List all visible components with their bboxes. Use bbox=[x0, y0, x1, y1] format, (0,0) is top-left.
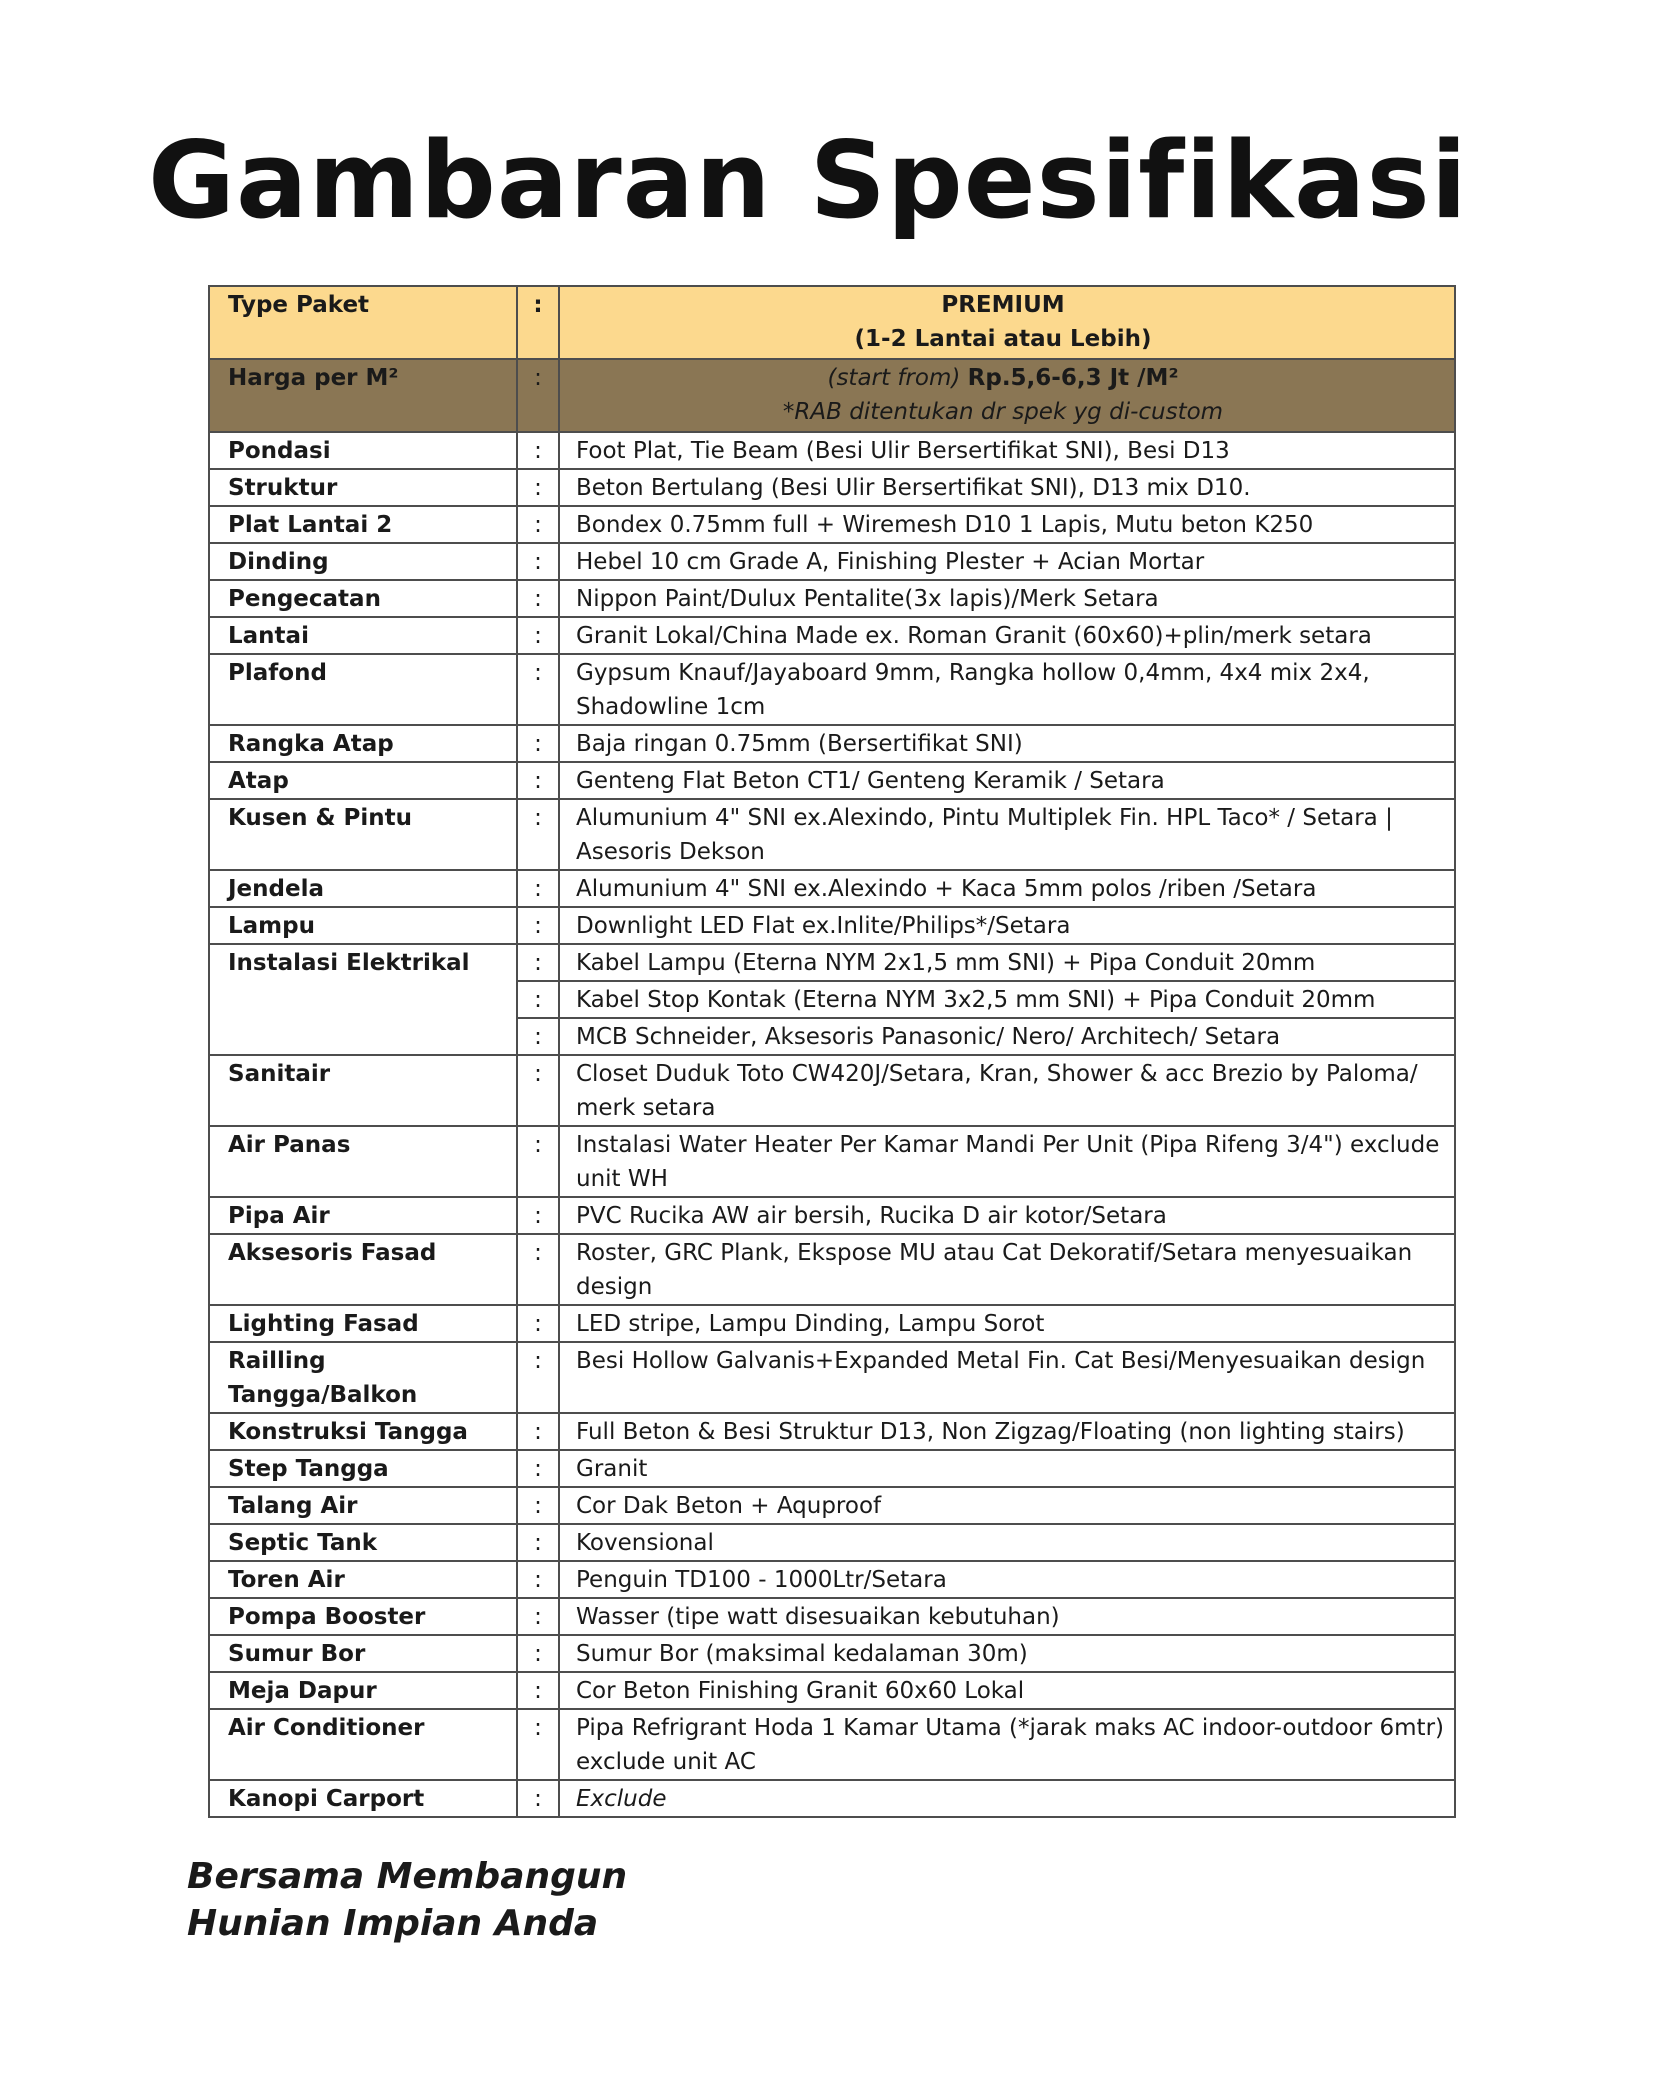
spec-label: Meja Dapur bbox=[209, 1672, 517, 1709]
spec-value: Closet Duduk Toto CW420J/Setara, Kran, Shower & acc Brezio by Paloma/ merk setara bbox=[559, 1055, 1455, 1126]
spec-label: Sumur Bor bbox=[209, 1635, 517, 1672]
spec-row bbox=[209, 617, 1455, 654]
spec-row bbox=[209, 1709, 1455, 1780]
tagline bbox=[187, 1853, 627, 1947]
price-label: Harga per M² bbox=[209, 359, 517, 432]
spec-value: Downlight LED Flat ex.Inlite/Philips*/Setara bbox=[559, 907, 1455, 944]
spec-label: Talang Air bbox=[209, 1487, 517, 1524]
separator-colon: : bbox=[517, 1450, 559, 1487]
separator-colon: : bbox=[517, 1018, 559, 1055]
spec-label: Plafond bbox=[209, 654, 517, 725]
spec-label: Air Panas bbox=[209, 1126, 517, 1197]
spec-row bbox=[209, 762, 1455, 799]
spec-value: Sumur Bor (maksimal kedalaman 30m) bbox=[559, 1635, 1455, 1672]
separator-colon: : bbox=[517, 1672, 559, 1709]
package-floors: (1-2 Lantai atau Lebih) bbox=[854, 326, 1152, 352]
separator-colon: : bbox=[517, 1635, 559, 1672]
spec-table-body bbox=[209, 286, 1455, 1817]
spec-row bbox=[209, 1305, 1455, 1342]
spec-label: Lampu bbox=[209, 907, 517, 944]
price-prefix: (start from) bbox=[827, 365, 961, 391]
spec-label: Instalasi Elektrikal bbox=[209, 944, 517, 981]
tagline-line-1: Bersama Membangun bbox=[187, 1856, 628, 1897]
spec-label: Railling Tangga/Balkon bbox=[209, 1342, 517, 1413]
separator-colon: : bbox=[517, 654, 559, 725]
spec-label: Plat Lantai 2 bbox=[209, 506, 517, 543]
spec-row bbox=[209, 654, 1455, 725]
separator-colon: : bbox=[517, 1342, 559, 1413]
spec-row bbox=[209, 1450, 1455, 1487]
spec-label: Pompa Booster bbox=[209, 1598, 517, 1635]
separator-colon: : bbox=[517, 799, 559, 870]
separator-colon: : bbox=[517, 1234, 559, 1305]
spec-label: Toren Air bbox=[209, 1561, 517, 1598]
separator-colon: : bbox=[517, 1197, 559, 1234]
separator-colon: : bbox=[517, 1524, 559, 1561]
spec-value: Hebel 10 cm Grade A, Finishing Plester + Acian Mortar bbox=[559, 543, 1455, 580]
package-type-value bbox=[559, 286, 1455, 359]
spec-value: Alumunium 4" SNI ex.Alexindo, Pintu Multiplek Fin. HPL Taco* / Setara | Asesoris Dekson bbox=[559, 799, 1455, 870]
spec-value: Pipa Refrigrant Hoda 1 Kamar Utama (*jarak maks AC indoor-outdoor 6mtr) exclude unit AC bbox=[559, 1709, 1455, 1780]
separator-colon: : bbox=[517, 469, 559, 506]
price-amount: Rp.5,6-6,3 Jt /M² bbox=[967, 365, 1179, 391]
separator-colon: : bbox=[517, 1126, 559, 1197]
spec-label: Jendela bbox=[209, 870, 517, 907]
separator-colon: : bbox=[517, 543, 559, 580]
spec-label: Struktur bbox=[209, 469, 517, 506]
spec-value: Granit bbox=[559, 1450, 1455, 1487]
spec-row bbox=[209, 432, 1455, 469]
spec-row bbox=[209, 1487, 1455, 1524]
separator-colon: : bbox=[517, 506, 559, 543]
spec-row bbox=[209, 469, 1455, 506]
spec-row bbox=[209, 870, 1455, 907]
spec-value: PVC Rucika AW air bersih, Rucika D air kotor/Setara bbox=[559, 1197, 1455, 1234]
separator-colon: : bbox=[517, 1305, 559, 1342]
spec-value: Full Beton & Besi Struktur D13, Non Zigzag/Floating (non lighting stairs) bbox=[559, 1413, 1455, 1450]
separator-colon: : bbox=[517, 1598, 559, 1635]
spec-value: Alumunium 4" SNI ex.Alexindo + Kaca 5mm polos /riben /Setara bbox=[559, 870, 1455, 907]
spec-label: Rangka Atap bbox=[209, 725, 517, 762]
spec-row bbox=[209, 1234, 1455, 1305]
spec-value: Kabel Stop Kontak (Eterna NYM 3x2,5 mm SNI) + Pipa Conduit 20mm bbox=[559, 981, 1455, 1018]
separator-colon: : bbox=[517, 725, 559, 762]
price-value bbox=[559, 359, 1455, 432]
spec-row bbox=[209, 1672, 1455, 1709]
spec-value: Foot Plat, Tie Beam (Besi Ulir Bersertifikat SNI), Besi D13 bbox=[559, 432, 1455, 469]
spec-row bbox=[209, 981, 1455, 1018]
separator-colon: : bbox=[517, 870, 559, 907]
spec-value: LED stripe, Lampu Dinding, Lampu Sorot bbox=[559, 1305, 1455, 1342]
spec-value: Granit Lokal/China Made ex. Roman Granit (60x60)+plin/merk setara bbox=[559, 617, 1455, 654]
spec-label: Air Conditioner bbox=[209, 1709, 517, 1780]
spec-row bbox=[209, 1018, 1455, 1055]
separator-colon: : bbox=[517, 359, 559, 432]
spec-label: Kusen & Pintu bbox=[209, 799, 517, 870]
spec-label: Pengecatan bbox=[209, 580, 517, 617]
separator-colon: : bbox=[517, 1561, 559, 1598]
price-row bbox=[209, 359, 1455, 432]
separator-colon: : bbox=[517, 1413, 559, 1450]
spec-row bbox=[209, 1126, 1455, 1197]
spec-label: Kanopi Carport bbox=[209, 1780, 517, 1817]
spec-value: Beton Bertulang (Besi Ulir Bersertifikat SNI), D13 mix D10. bbox=[559, 469, 1455, 506]
spec-row bbox=[209, 1524, 1455, 1561]
spec-label: Lantai bbox=[209, 617, 517, 654]
separator-colon: : bbox=[517, 1709, 559, 1780]
spec-label: Pipa Air bbox=[209, 1197, 517, 1234]
package-type-row bbox=[209, 286, 1455, 359]
spec-label: Septic Tank bbox=[209, 1524, 517, 1561]
spec-label: Pondasi bbox=[209, 432, 517, 469]
separator-colon: : bbox=[517, 907, 559, 944]
spec-row bbox=[209, 907, 1455, 944]
spec-label bbox=[209, 981, 517, 1018]
spec-row bbox=[209, 1342, 1455, 1413]
package-type-label: Type Paket bbox=[209, 286, 517, 359]
separator-colon: : bbox=[517, 580, 559, 617]
separator-colon: : bbox=[517, 432, 559, 469]
spec-value: Gypsum Knauf/Jayaboard 9mm, Rangka hollow 0,4mm, 4x4 mix 2x4, Shadowline 1cm bbox=[559, 654, 1455, 725]
spec-value: Roster, GRC Plank, Ekspose MU atau Cat Dekoratif/Setara menyesuaikan design bbox=[559, 1234, 1455, 1305]
spec-table bbox=[208, 285, 1456, 1818]
spec-value: Bondex 0.75mm full + Wiremesh D10 1 Lapis, Mutu beton K250 bbox=[559, 506, 1455, 543]
spec-row bbox=[209, 1197, 1455, 1234]
spec-label bbox=[209, 1018, 517, 1055]
spec-row bbox=[209, 1055, 1455, 1126]
spec-row bbox=[209, 1561, 1455, 1598]
spec-row bbox=[209, 580, 1455, 617]
spec-value: Wasser (tipe watt disesuaikan kebutuhan) bbox=[559, 1598, 1455, 1635]
spec-value: Instalasi Water Heater Per Kamar Mandi Per Unit (Pipa Rifeng 3/4") exclude unit WH bbox=[559, 1126, 1455, 1197]
separator-colon: : bbox=[517, 617, 559, 654]
tagline-line-2: Hunian Impian Anda bbox=[187, 1903, 599, 1944]
spec-label: Step Tangga bbox=[209, 1450, 517, 1487]
spec-row bbox=[209, 543, 1455, 580]
spec-row bbox=[209, 1598, 1455, 1635]
spec-row bbox=[209, 1413, 1455, 1450]
spec-value: Cor Dak Beton + Aquproof bbox=[559, 1487, 1455, 1524]
spec-row bbox=[209, 799, 1455, 870]
separator-colon: : bbox=[517, 286, 559, 359]
spec-row bbox=[209, 1635, 1455, 1672]
spec-value: Penguin TD100 - 1000Ltr/Setara bbox=[559, 1561, 1455, 1598]
spec-label: Aksesoris Fasad bbox=[209, 1234, 517, 1305]
separator-colon: : bbox=[517, 1055, 559, 1126]
spec-row bbox=[209, 1780, 1455, 1817]
price-note: *RAB ditentukan dr spek yg di-custom bbox=[782, 399, 1224, 425]
spec-value: Baja ringan 0.75mm (Bersertifikat SNI) bbox=[559, 725, 1455, 762]
spec-value: MCB Schneider, Aksesoris Panasonic/ Nero/ Architech/ Setara bbox=[559, 1018, 1455, 1055]
spec-row bbox=[209, 506, 1455, 543]
spec-row bbox=[209, 725, 1455, 762]
spec-label: Lighting Fasad bbox=[209, 1305, 517, 1342]
spec-value: Besi Hollow Galvanis+Expanded Metal Fin. Cat Besi/Menyesuaikan design bbox=[559, 1342, 1455, 1413]
spec-value: Exclude bbox=[559, 1780, 1455, 1817]
spec-value: Nippon Paint/Dulux Pentalite(3x lapis)/Merk Setara bbox=[559, 580, 1455, 617]
spec-value: Genteng Flat Beton CT1/ Genteng Keramik / Setara bbox=[559, 762, 1455, 799]
spec-label: Atap bbox=[209, 762, 517, 799]
separator-colon: : bbox=[517, 1487, 559, 1524]
separator-colon: : bbox=[517, 944, 559, 981]
spec-label: Konstruksi Tangga bbox=[209, 1413, 517, 1450]
spec-value: Cor Beton Finishing Granit 60x60 Lokal bbox=[559, 1672, 1455, 1709]
separator-colon: : bbox=[517, 981, 559, 1018]
separator-colon: : bbox=[517, 762, 559, 799]
spec-label: Dinding bbox=[209, 543, 517, 580]
spec-value: Kovensional bbox=[559, 1524, 1455, 1561]
page-title: Gambaran Spesifikasi bbox=[148, 119, 1469, 242]
spec-row bbox=[209, 944, 1455, 981]
package-name: PREMIUM bbox=[941, 292, 1065, 318]
spec-label: Sanitair bbox=[209, 1055, 517, 1126]
separator-colon: : bbox=[517, 1780, 559, 1817]
spec-value: Kabel Lampu (Eterna NYM 2x1,5 mm SNI) + Pipa Conduit 20mm bbox=[559, 944, 1455, 981]
